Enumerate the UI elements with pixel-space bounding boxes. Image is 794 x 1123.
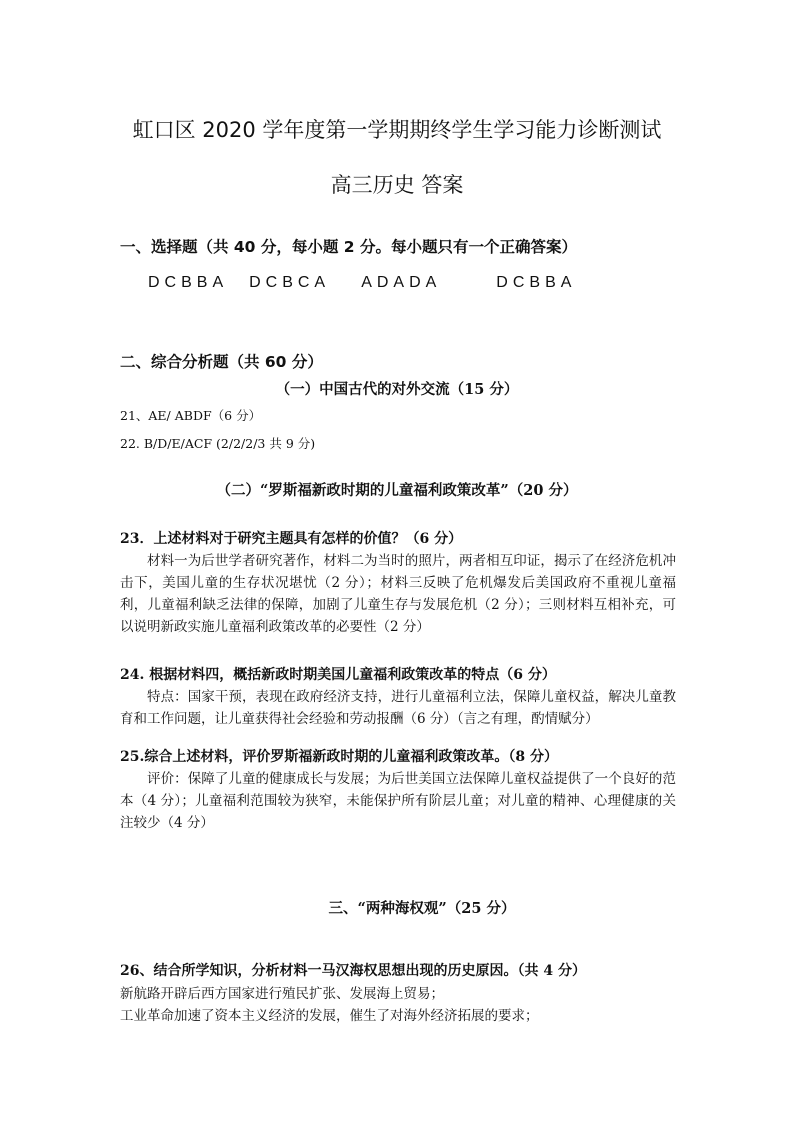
q23-question: 23．上述材料对于研究主题具有怎样的价值？（6 分）: [120, 531, 463, 547]
q26-answer-line-2: 工业革命加速了资本主义经济的发展，催生了对海外经济拓展的要求；: [120, 1008, 539, 1024]
answer-group-1: DCBBA: [148, 274, 229, 291]
part1-heading: 一、选择题（共 40 分，每小题 2 分。每小题只有一个正确答案）: [120, 238, 577, 256]
page-subtitle: 高三历史 答案: [330, 173, 464, 197]
q22-answer: 22. B/D/E/ACF (2/2/2/3 共 9 分): [120, 436, 316, 451]
q25-answer: 评价：保障了儿童的健康成长与发展；为后世美国立法保障儿童权益提供了一个良好的范本（4 分）；儿童福利范围较为狭窄，未能保护所有阶层儿童；对儿童的精神、心理健康的关注较少（4 分）: [120, 771, 676, 831]
answer-group-3: ADADA: [361, 274, 442, 291]
part3-title: 三、“两种海权观”（25 分）: [328, 900, 516, 917]
q26-question: 26、结合所学知识，分析材料一马汉海权思想出现的历史原因。（共 4 分）: [120, 963, 586, 979]
page-title: 虹口区 2020 学年度第一学期期终学生学习能力诊断测试: [132, 118, 662, 142]
q24-answer: 特点：国家干预，表现在政府经济支持，进行儿童福利立法，保障儿童权益，解决儿童教育和工作问题，让儿童获得社会经验和劳动报酬（6 分）（言之有理，酌情赋分）: [120, 689, 676, 727]
part2-heading: 二、综合分析题（共 60 分）: [120, 353, 323, 371]
q21-answer: 21、AE/ ABDF（6 分）: [120, 408, 262, 423]
q24-question: 24. 根据材料四，概括新政时期美国儿童福利政策改革的特点（6 分）: [120, 667, 556, 683]
q25-question: 25.综合上述材料，评价罗斯福新政时期的儿童福利政策改革。（8 分）: [120, 749, 558, 765]
q26-answer-line-1: 新航路开辟后西方国家进行殖民扩张、发展海上贸易；: [120, 986, 444, 1002]
answer-row: [148, 272, 576, 292]
answer-group-4: DCBBA: [496, 274, 577, 291]
q23-answer: 材料一为后世学者研究著作，材料二为当时的照片，两者相互印证，揭示了在经济危机冲击下，美国儿童的生存状况堪忧（2 分）；材料三反映了危机爆发后美国政府不重视儿童福利，儿童福利缺乏法律的保障，加剧了儿童生存与发展危机（2 分）；三则材料互相补充，可以说明新政实施儿童福利政策改革的必要性（2 分）: [120, 553, 676, 635]
sub2-title: （二）“罗斯福新政时期的儿童福利政策改革”（20 分）: [216, 482, 578, 499]
sub1-title: （一）中国古代的对外交流（15 分）: [275, 381, 519, 398]
answer-group-2: DCBCA: [249, 274, 331, 291]
